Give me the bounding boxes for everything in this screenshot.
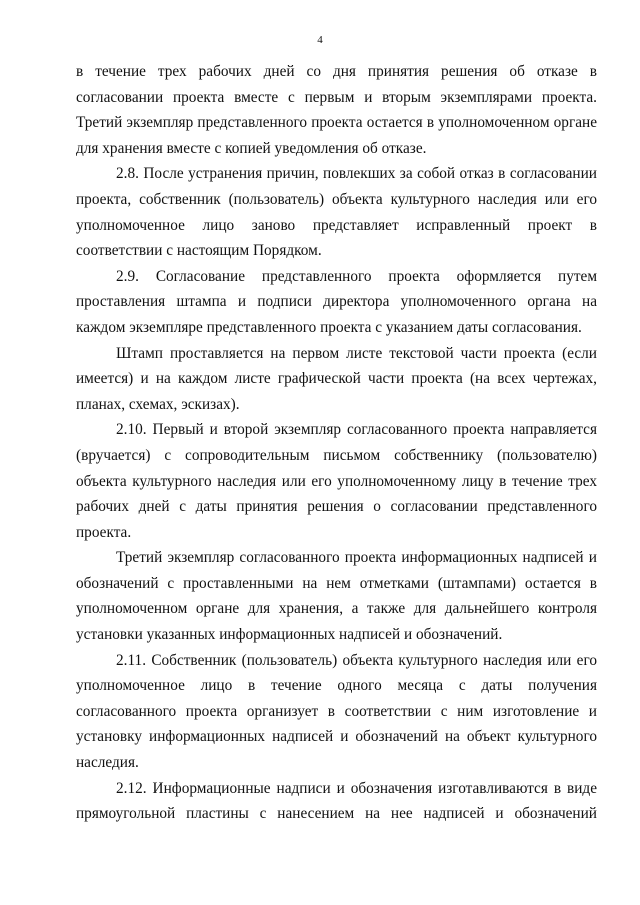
paragraph-2-8: 2.8. После устранения причин, повлекших за собой отказ в согласовании проекта, собственник (пользователь) объекта культурного наследия или его уполномоченное лицо заново представляет исправленный проект в соответствии с настоящим Порядком. bbox=[76, 165, 597, 260]
document-body bbox=[76, 59, 597, 827]
page-number: 4 bbox=[317, 34, 323, 46]
paragraph-2-9: 2.9. Согласование представленного проекта оформляется путем проставления штампа и подписи директора уполномоченного органа на каждом экземпляре представленного проекта с указанием даты согласования. bbox=[76, 267, 597, 336]
paragraph-third-copy: Третий экземпляр согласованного проекта информационных надписей и обозначений с проставленными на нем отметками (штампами) остается в уполномоченном органе для хранения, а также для дальнейшего контроля установки указанных информационных надписей и обозначений. bbox=[76, 549, 597, 644]
paragraph-stamp: Штамп проставляется на первом листе текстовой части проекта (если имеется) и на каждом листе графической части проекта (на всех чертежах, планах, схемах, эскизах). bbox=[76, 344, 597, 413]
paragraph-2-10: 2.10. Первый и второй экземпляр согласованного проекта направляется (вручается) с сопроводительным письмом собственнику (пользователю) объекта культурного наследия или его уполномоченному лицу в течение трех рабочих дней с даты принятия решения о согласовании представленного проекта. bbox=[76, 421, 597, 541]
paragraph-2-12: 2.12. Информационные надписи и обозначения изготавливаются в виде прямоугольной пластины с нанесением на нее надписей и обозначений bbox=[76, 779, 597, 823]
paragraph-continuation: в течение трех рабочих дней со дня принятия решения об отказе в согласовании проекта вместе с первым и вторым экземплярами проекта. Третий экземпляр представленного проекта остается в уполномоченном органе для хранения вместе с копией уведомления об отказе. bbox=[76, 63, 597, 157]
paragraph-2-11: 2.11. Собственник (пользователь) объекта культурного наследия или его уполномоченное лицо в течение одного месяца с даты получения согласованного проекта организует в соответствии с ним изготовление и установку информационных надписей и обозначений на объект культурного наследия. bbox=[76, 651, 597, 772]
